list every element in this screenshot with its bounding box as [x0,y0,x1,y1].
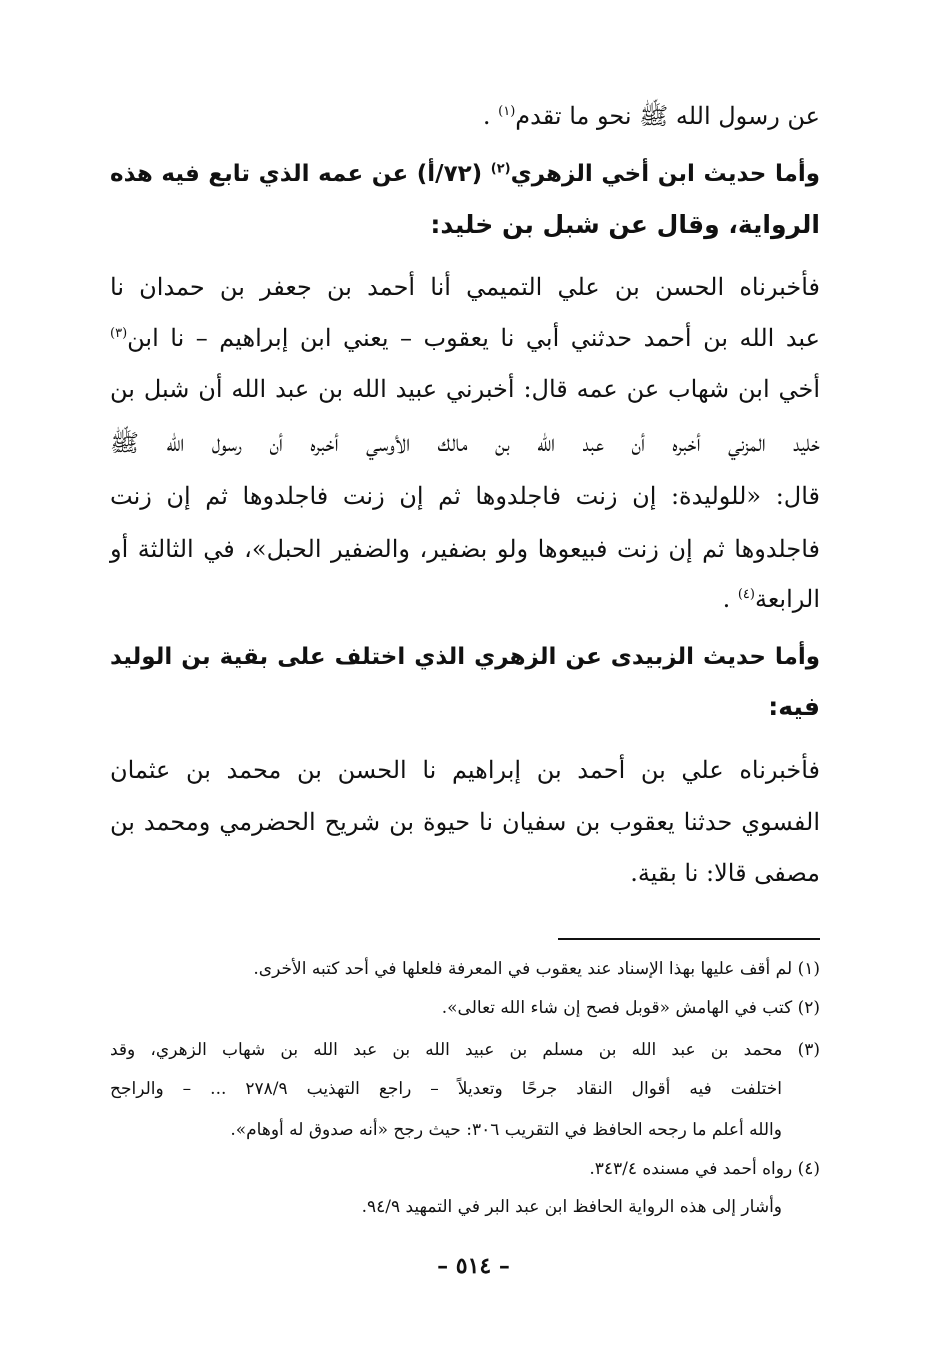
footnote-4-line-2: وأشار إلى هذه الرواية الحافظ ابن عبد البر في التمهيد ٩٤/٩. [361,1197,782,1217]
footnote-2: (٢) كتب في الهامش «قوبل فصح إن شاء الله تعالى». [441,998,820,1018]
paragraph-1-line-1: فأخبرناه الحسن بن علي التميمي أنا أحمد بن جعفر بن حمدان نا [110,273,820,301]
heading-1-part-b: (٧٢/أ) عن عمه الذي تابع فيه هذه [110,161,483,187]
footnote-1: (١) لم أقف عليها بهذا الإسناد عند يعقوب في المعرفة فلعلها في أحد كتبه الأخرى. [253,959,820,979]
footnote-3-line-2: اختلفت فيه أقوال النقاد جرحًا وتعديلاً – راجع التهذيب ٢٧٨/٩ ... – والراجح [110,1079,782,1099]
paragraph-1-line-3: أخي ابن شهاب عن عمه قال: أخبرني عبيد الله بن عبد الله أن شبل بن [110,375,820,403]
footnote-3-line-1: (٣) محمد بن عبد الله بن مسلم بن عبيد الله بن عبد الله بن شهاب الزهري، وقد [110,1040,820,1060]
paragraph-1-line-2 [110,326,820,350]
intro-line [483,104,820,128]
paragraph-1-line-7-text: الرابعة [754,585,820,613]
footnote-4: (٤) رواه أحمد في مسنده ٣٤٣/٤. [589,1159,820,1179]
paragraph-1-line-4: خليد المزني أخبره أن عبد الله بن مالك الأوسي أخبره أن رسول الله ﷺ [110,429,820,457]
footnote-3-line-3: والله أعلم ما رجحه الحافظ في التقريب ٣٠٦: حيث رجح «أنه صدوق له أوهام». [230,1120,782,1140]
footnote-ref-2: (٢) [490,161,511,177]
footnote-ref-1: (١) [498,104,516,119]
heading-2-line-2: فيه: [768,692,820,721]
paragraph-2-line-2: الفسوي حدثنا يعقوب بن سفيان نا حيوة بن شريح الحضرمي ومحمد بن [110,808,820,836]
page-number: – ٥١٤ – [437,1253,510,1279]
heading-2-line-1: وأما حديث الزبيدى عن الزهري الذي اختلف على بقية بن الوليد [110,644,820,670]
heading-1-line-1 [110,163,820,186]
footnote-separator [558,938,820,940]
paragraph-1-line-5: قال: «للوليدة: إن زنت فاجلدوها ثم إن زنت فاجلدوها ثم إن زنت [110,482,820,510]
paragraph-2-line-1: فأخبرناه علي بن أحمد بن إبراهيم نا الحسن بن محمد بن عثمان [110,756,820,784]
intro-tail: . [482,102,491,130]
footnote-ref-4: (٤) [737,587,755,602]
paragraph-2-line-3: مصفى قالا: نا بقية. [630,859,820,887]
paragraph-1-line-2-text: عبد الله بن أحمد حدثني أبي نا يعقوب – يعني ابن إبراهيم – نا ابن [127,324,820,352]
paragraph-1-line-7 [723,587,820,611]
paragraph-1-line-6: فاجلدوها ثم إن زنت فبيعوها ولو بضفير، والضفير الحبل»، في الثالثة أو [110,535,820,563]
heading-1-line-2: الرواية، وقال عن شبل بن خليد: [430,210,820,239]
heading-1-part-a: وأما حديث ابن أخي الزهري [510,161,820,187]
paragraph-1-line-7-tail: . [722,585,731,613]
intro-text: عن رسول الله ﷺ نحو ما تقدم [515,102,820,130]
footnote-ref-3: (٣) [110,326,128,341]
